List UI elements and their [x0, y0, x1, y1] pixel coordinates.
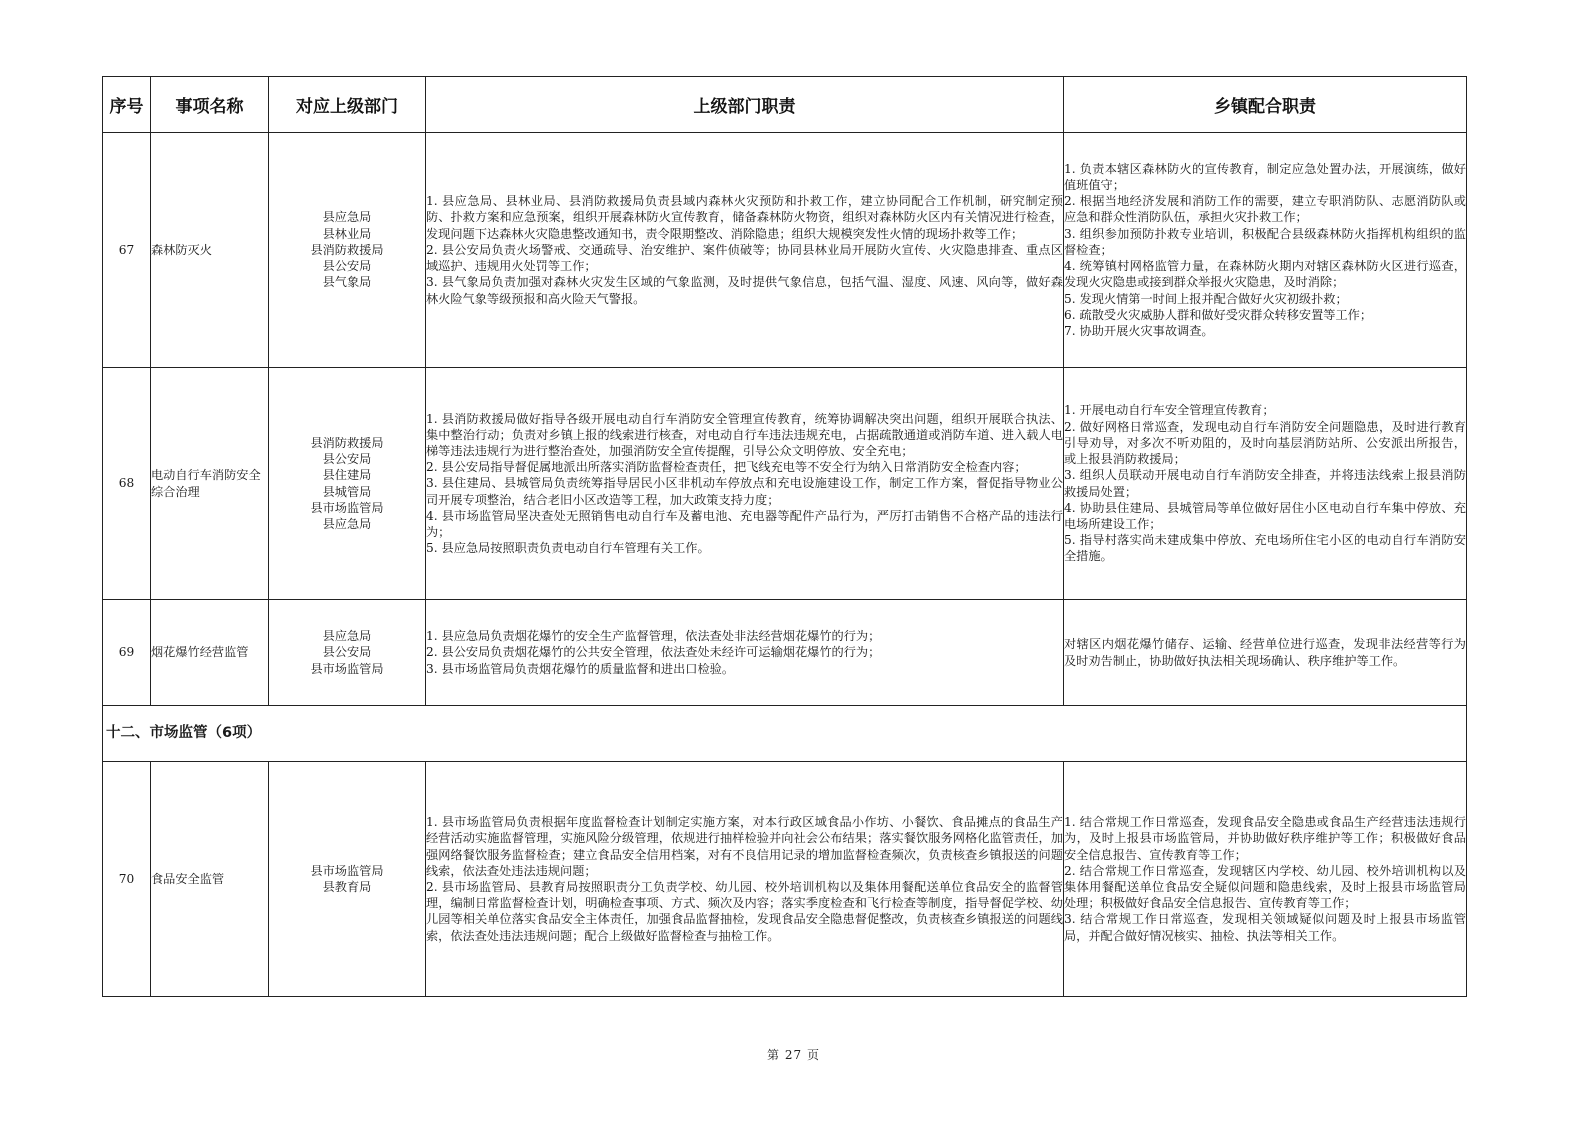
department-name: 县消防救援局 [310, 242, 384, 257]
town-duty-item: 5. 指导村落实尚未建成集中停放、充电场所住宅小区的电动自行车消防安全措施。 [1064, 533, 1466, 564]
upper-duty-item: 2. 县公安局负责火场警戒、交通疏导、治安维护、案件侦破等；协同县林业局开展防火宣传、火灾隐患排查、重点区域巡护、违规用火处罚等工作； [426, 242, 1063, 274]
section-row [103, 706, 1467, 762]
table-header-row [103, 77, 1467, 133]
header-item-name: 事项名称 [151, 77, 269, 133]
header-upper-duty: 上级部门职责 [426, 77, 1064, 133]
department-name: 县林业局 [322, 226, 372, 241]
upper-duty-item: 1. 县消防救援局做好指导各级开展电动自行车消防安全管理宣传教育，统筹协调解决突出问题，组织开展联合执法、集中整治行动；负责对乡镇上报的线索进行核查，对电动自行车违法违规充电，占据疏散通道或消防车道、进入载人电梯等违法违规行为进行整治查处，加强消防安全宣传提醒，引导公众文明停放、安全充电； [426, 411, 1063, 458]
upper-duty-item: 5. 县应急局按照职责负责电动自行车管理有关工作。 [426, 541, 710, 556]
town-duty-item: 4. 协助县住建局、县城管局等单位做好居住小区电动自行车集中停放、充电场所建设工作； [1064, 500, 1466, 531]
item-number: 69 [103, 600, 151, 706]
town-duty-text [1064, 762, 1467, 997]
town-duty-item: 1. 开展电动自行车安全管理宣传教育； [1064, 403, 1275, 418]
department-name: 县应急局 [322, 210, 372, 225]
upper-duty-item: 4. 县市场监管局坚决查处无照销售电动自行车及蓄电池、充电器等配件产品行为，严厉打击销售不合格产品的违法行为； [426, 508, 1063, 539]
table-row [103, 762, 1467, 997]
town-duty-item: 对辖区内烟花爆竹储存、运输、经营单位进行巡查，发现非法经营等行为及时劝告制止，协助做好执法相关现场确认、秩序维护等工作。 [1064, 637, 1466, 668]
town-duty-item: 5. 发现火情第一时间上报并配合做好火灾初级扑救； [1064, 291, 1348, 306]
upper-duty-item: 3. 县住建局、县城管局负责统筹指导居民小区非机动车停放点和充电设施建设工作，制定工作方案，督促指导物业公司开展专项整治，结合老旧小区改造等工程，加大政策支持力度； [426, 476, 1063, 507]
department-name: 县市场监管局 [310, 661, 384, 676]
upper-duty-text [426, 762, 1064, 997]
upper-duty-item: 2. 县公安局指导督促属地派出所落实消防监督检查责任，把飞线充电等不安全行为纳入日常消防安全检查内容； [426, 460, 1027, 475]
header-department: 对应上级部门 [269, 77, 426, 133]
page-number: 第 27 页 [767, 1048, 820, 1062]
town-duty-text [1064, 368, 1467, 600]
town-duty-item: 4. 统筹镇村网格监管力量，在森林防火期内对辖区森林防火区进行巡查，发现火灾隐患或接到群众举报火灾隐患，及时消除； [1064, 259, 1466, 290]
town-duty-item: 6. 疏散受火灾威胁人群和做好受灾群众转移安置等工作； [1064, 307, 1373, 322]
department-name: 县市场监管局 [310, 863, 384, 878]
department-name: 县住建局 [322, 468, 372, 483]
upper-duty-item: 2. 县市场监管局、县教育局按照职责分工负责学校、幼儿园、校外培训机构以及集体用餐配送单位食品安全的监督管理，编制日常监督检查计划，明确检查事项、方式、频次及内容；落实季度检查和飞行检查等制度，指导督促学校、幼儿园等相关单位落实食品安全主体责任，加强食品监督抽检，发现食品安全隐患督促整改，负责核查乡镇报送的问题线索，依法查处违法违规问题；配合上级做好监督检查与抽检工作。 [426, 880, 1063, 943]
upper-duty-item: 3. 县气象局负责加强对森林火灾发生区域的气象监测，及时提供气象信息，包括气温、湿度、风速、风向等，做好森林火险气象等级预报和高火险天气警报。 [426, 275, 1063, 306]
town-duty-item: 2. 根据当地经济发展和消防工作的需要，建立专职消防队、志愿消防队或应急和群众性消防队伍，承担火灾扑救工作； [1064, 194, 1466, 225]
item-name: 电动自行车消防安全综合治理 [151, 368, 269, 600]
department-name: 县市场监管局 [310, 500, 384, 515]
department-list [269, 133, 426, 368]
upper-duty-text [426, 133, 1064, 368]
department-name: 县公安局 [322, 259, 372, 274]
item-name: 烟花爆竹经营监管 [151, 600, 269, 706]
section-title: 十二、市场监管（6项） [103, 706, 1467, 762]
upper-duty-text [426, 600, 1064, 706]
department-name: 县教育局 [322, 880, 372, 894]
upper-duty-text [426, 368, 1064, 600]
item-number: 67 [103, 133, 151, 368]
town-duty-text [1064, 133, 1467, 368]
department-list [269, 368, 426, 600]
department-name: 县应急局 [322, 516, 372, 531]
upper-duty-item: 2. 县公安局负责烟花爆竹的公共安全管理，依法查处未经许可运输烟花爆竹的行为； [426, 645, 881, 660]
upper-duty-item: 3. 县市场监管局负责烟花爆竹的质量监督和进出口检验。 [426, 661, 735, 676]
item-number: 68 [103, 368, 151, 600]
table-row [103, 133, 1467, 368]
item-number: 70 [103, 762, 151, 997]
item-name: 森林防灭火 [151, 133, 269, 368]
town-duty-item: 1. 负责本辖区森林防火的宣传教育，制定应急处置办法，开展演练，做好值班值守； [1064, 161, 1466, 193]
header-num: 序号 [103, 77, 151, 133]
upper-duty-item: 1. 县应急局、县林业局、县消防救援局负责县域内森林火灾预防和扑救工作，建立协同配合工作机制，研究制定预防、扑救方案和应急预案，组织开展森林防火宣传教育，储备森林防火物资，组织对森林防火区内有关情况进行检查，发现问题下达森林火灾隐患整改通知书，责令限期整改、消除隐患；组织大规模突发性火情的现场扑救等工作； [426, 194, 1063, 241]
duty-table [102, 76, 1467, 997]
table-row [103, 368, 1467, 600]
department-name: 县气象局 [322, 275, 372, 290]
department-name: 县应急局 [322, 629, 372, 644]
town-duty-item: 7. 协助开展火灾事故调查。 [1064, 323, 1214, 338]
upper-duty-item: 1. 县市场监管局负责根据年度监督检查计划制定实施方案，对本行政区域食品小作坊、小餐饮、食品摊点的食品生产经营活动实施监督管理，实施风险分级管理，依规进行抽样检验并向社会公布结果；落实餐饮服务网格化监管责任，加强网络餐饮服务监督检查；建立食品安全信用档案，对有不良信用记录的增加监督检查频次，负责核查乡镇报送的问题线索，依法查处违法违规问题； [426, 815, 1063, 878]
town-duty-item: 3. 结合常规工作日常巡查，发现相关领域疑似问题及时上报县市场监管局，并配合做好情况核实、抽检、执法等相关工作。 [1064, 912, 1466, 943]
department-list [269, 762, 426, 997]
town-duty-item: 2. 做好网格日常巡查，发现电动自行车消防安全问题隐患，及时进行教育引导劝导，对多次不听劝阻的，及时向基层消防站所、公安派出所报告，或上报县消防救援局； [1064, 419, 1466, 467]
item-name: 食品安全监管 [151, 762, 269, 997]
town-duty-item: 3. 组织人员联动开展电动自行车消防安全排查，并将违法线索上报县消防救援局处置； [1064, 468, 1466, 499]
town-duty-item: 3. 组织参加预防扑救专业培训，积极配合县级森林防火指挥机构组织的监督检查； [1064, 226, 1466, 257]
upper-duty-item: 1. 县应急局负责烟花爆竹的安全生产监督管理，依法查处非法经营烟花爆竹的行为； [426, 629, 881, 644]
department-list [269, 600, 426, 706]
department-name: 县公安局 [322, 645, 372, 660]
department-name: 县公安局 [322, 452, 372, 467]
town-duty-item: 2. 结合常规工作日常巡查，发现辖区内学校、幼儿园、校外培训机构以及集体用餐配送单位食品安全疑似问题和隐患线索，及时上报县市场监管局处理；积极做好食品安全信息报告、宣传教育等工作； [1064, 863, 1466, 911]
town-duty-text [1064, 600, 1467, 706]
header-town-duty: 乡镇配合职责 [1064, 77, 1467, 133]
department-name: 县城管局 [322, 484, 372, 499]
table-row [103, 600, 1467, 706]
town-duty-item: 1. 结合常规工作日常巡查，发现食品安全隐患或食品生产经营违法违规行为，及时上报县市场监管局，并协助做好秩序维护等工作；积极做好食品安全信息报告、宣传教育等工作； [1064, 815, 1466, 862]
department-name: 县消防救援局 [310, 435, 384, 450]
